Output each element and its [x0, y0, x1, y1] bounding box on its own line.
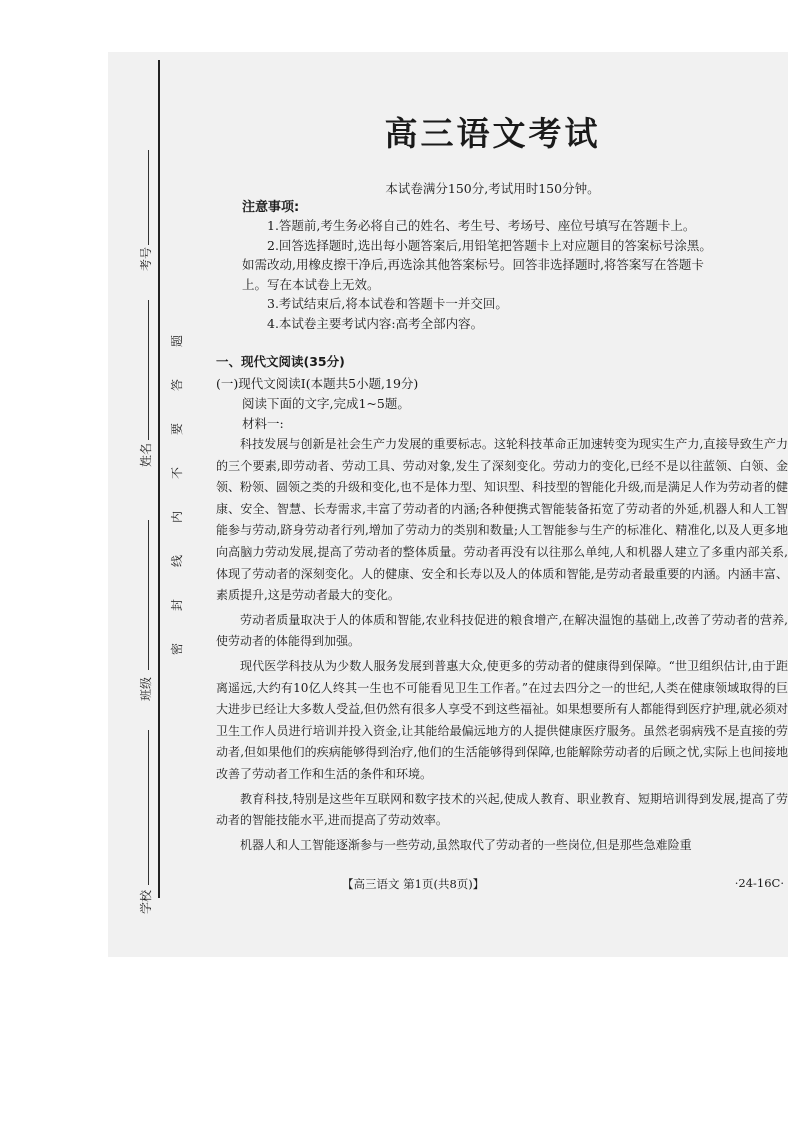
side-label-class: 班级 [139, 677, 153, 702]
notice-item: 3.考试结束后,将本试卷和答题卡一并交回。 [267, 296, 508, 311]
section-heading: 一、现代文阅读(35分) [216, 354, 345, 369]
passage-paragraph: 教育科技,特别是这些年互联网和数字技术的兴起,使成人教育、职业教育、短期培训得到发展,提高了劳动者的智能技能水平,进而提高了劳动效率。 [216, 791, 788, 828]
side-label-school: 学校 [139, 890, 153, 915]
school-underline [148, 730, 149, 885]
seal-char: 线 [170, 555, 184, 568]
passage-paragraph: 机器人和人工智能逐渐参与一些劳动,虽然取代了劳动者的一些岗位,但是那些急难险重 [240, 837, 692, 852]
side-label-exam-number: 考号 [139, 247, 153, 272]
notice-title: 注意事项: [242, 200, 300, 215]
reading-passage [216, 434, 788, 859]
notice-list [242, 216, 712, 333]
seal-char: 要 [170, 423, 184, 436]
exam-subtitle: 本试卷满分150分,考试用时150分钟。 [385, 181, 600, 196]
notice-item: 4.本试卷主要考试内容:高考全部内容。 [267, 315, 484, 331]
side-label-name: 姓名 [139, 443, 153, 468]
name-underline [148, 300, 149, 440]
exam-number-underline [148, 150, 149, 245]
notice-item: 1.答题前,考生务必将自己的姓名、考生号、考场号、座位号填写在答题卡上。 [267, 218, 696, 233]
seal-char: 密 [170, 643, 184, 656]
footer-code: ·24-16C· [734, 876, 784, 890]
class-underline [148, 520, 149, 670]
seal-char: 内 [170, 511, 184, 524]
exam-title: 高三语文考试 [384, 114, 601, 153]
passage-paragraph: 现代医学科技从为少数人服务发展到普惠大众,使更多的劳动者的健康得到保障。“世卫组织估计,由于距离遥远,大约有10亿人终其一生也不可能看见卫生工作者。”在过去四分之一的世纪,人类在健康领域取得的巨大进步已经让大多数人受益,但仍然有很多人享受不到这些福祉。如果想要所有人都能得到医疗护理,就必须对卫生工作人员进行培训并投入资金,让其能给最偏远地方的人提供健康医疗服务。虽然老弱病残不是直接的劳动者,但如果他们的疾病能够得到治疗,他们的生活能够得到保障,也能解除劳动者的后顾之忧,实际上也间接地改善了劳动者工作和生活的条件和环境。 [216, 658, 788, 781]
section-subheading: (一)现代文阅读Ⅰ(本题共5小题,19分) [216, 376, 419, 391]
seal-char: 封 [170, 599, 184, 612]
binding-line [158, 60, 160, 898]
passage-paragraph: 科技发展与创新是社会生产力发展的重要标志。这轮科技革命正加速转变为现实生产力,直接导致生产力的三个要素,即劳动者、劳动工具、劳动对象,发生了深刻变化。劳动力的变化,已经不是以往蓝领、白领、金领、粉领、圆领之类的升级和变化,也不是体力型、知识型、科技型的智能化升级,而是满足人作为劳动者的健康、安全、智慧、长寿需求,丰富了劳动者的内涵;各种便携式智能装备拓宽了劳动者的外延,机器人和人工智能参与劳动,跻身劳动者行列,增加了劳动力的类别和数量;人工智能参与生产的标准化、精准化,以及人更多地向高脑力劳动发展,提高了劳动者的整体质量。劳动者再没有以往那么单纯,人和机器人建立了多重内部关系,体现了劳动者的深刻变化。人的健康、安全和长寿以及人的体质和智能,是劳动者最重要的内涵。内涵丰富、素质提升,这是劳动者最大的变化。 [216, 437, 788, 603]
seal-char: 答 [170, 379, 184, 392]
notice-item: 2.回答选择题时,选出每小题答案后,用铅笔把答题卡上对应题目的答案标号涂黑。如需改动,用橡皮擦干净后,再选涂其他答案标号。回答非选择题时,将答案写在答题卡上。写在本试卷上无效。 [242, 237, 712, 292]
reading-instruction: 阅读下面的文字,完成1~5题。 [242, 396, 410, 411]
seal-char: 不 [170, 467, 184, 480]
passage-paragraph: 劳动者质量取决于人的体质和智能,农业科技促进的粮食增产,在解决温饱的基础上,改善了劳动者的营养,使劳动者的体能得到加强。 [216, 612, 788, 649]
material-label: 材料一: [242, 416, 284, 431]
footer-page-info: 【高三语文 第1页(共8页)】 [342, 877, 485, 891]
seal-char: 题 [170, 335, 184, 348]
